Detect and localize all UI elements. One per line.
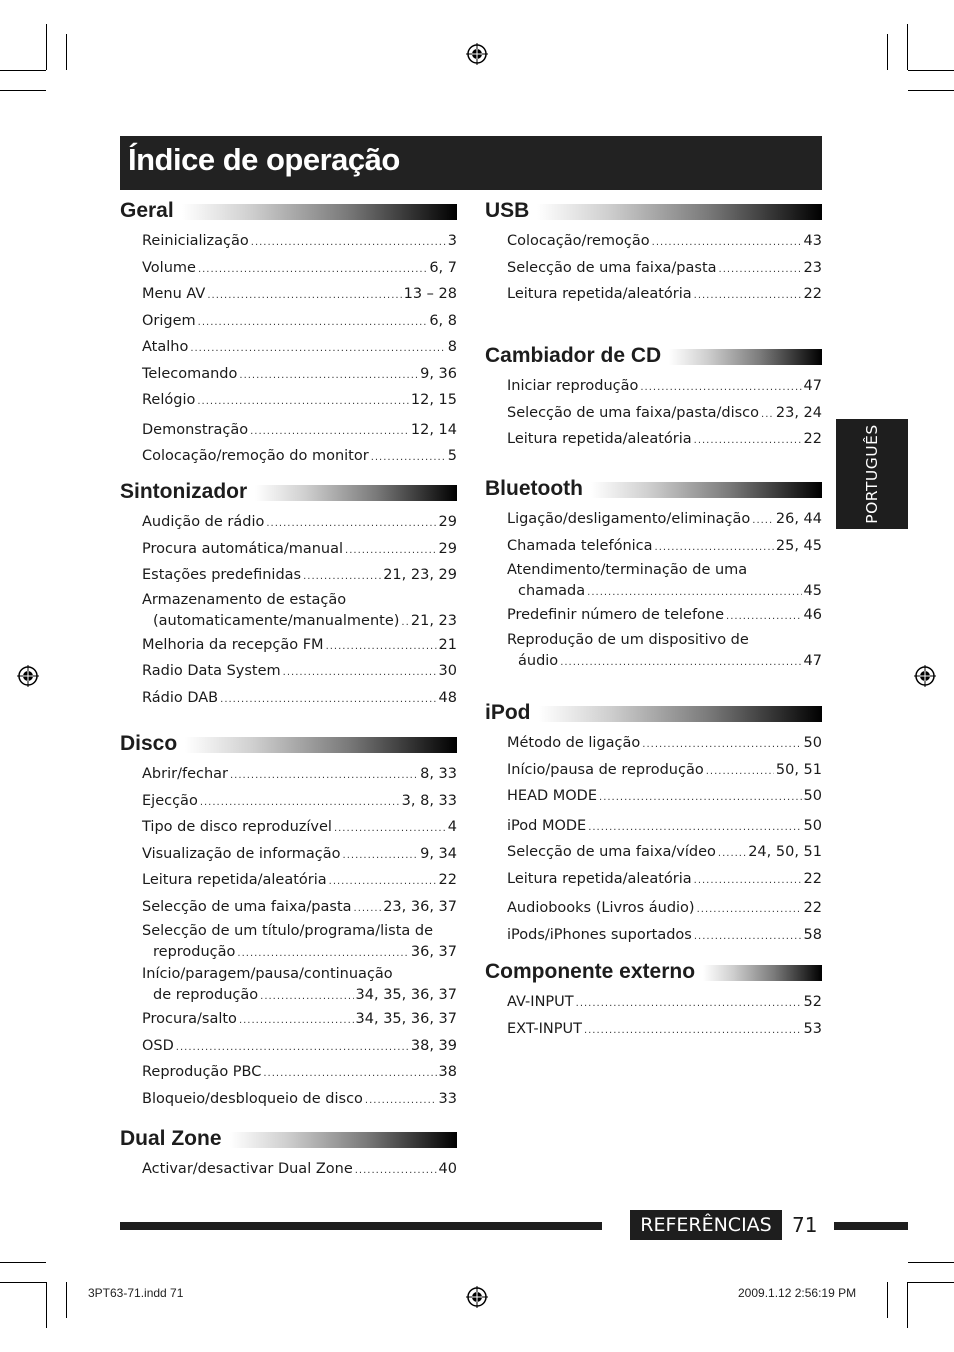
entry-page: 43 — [803, 233, 822, 249]
entry-name: Leitura repetida/aleatória — [507, 431, 692, 447]
dot-leader — [197, 390, 409, 415]
index-entry — [142, 964, 457, 1007]
section-header — [120, 1127, 457, 1153]
index-entry — [507, 990, 822, 1017]
entry-name: Estações predefinidas — [142, 567, 302, 583]
entry-name: Demonstração — [142, 421, 249, 438]
entry-page: 5 — [447, 448, 457, 464]
index-entry — [507, 374, 822, 401]
dot-leader — [198, 258, 427, 283]
entry-name: Armazenamento de estação — [142, 591, 347, 608]
index-entry — [507, 603, 822, 630]
entry-page: 46 — [803, 607, 822, 623]
entry-page: 24, 50, 51 — [748, 844, 822, 860]
page-title: Índice de operação — [128, 142, 400, 177]
section-dual-zone — [120, 1127, 457, 1184]
index-list — [507, 507, 822, 673]
dot-leader — [326, 635, 437, 660]
dot-leader — [250, 420, 409, 445]
section-header — [120, 732, 457, 758]
dot-leader — [719, 258, 802, 283]
entry-name: HEAD MODE — [507, 788, 598, 804]
dot-leader — [263, 1062, 436, 1087]
crop-mark — [907, 24, 908, 70]
entry-page: 22 — [803, 870, 822, 887]
entry-name: Tipo de disco reproduzível — [142, 819, 332, 835]
entry-name: Leitura repetida/aleatória — [507, 870, 692, 887]
entry-page: 34, 35, 36, 37 — [355, 987, 457, 1003]
dot-leader — [652, 231, 802, 256]
index-entry — [507, 507, 822, 534]
crop-mark — [66, 1282, 67, 1318]
entry-name: Procura/salto — [142, 1011, 237, 1027]
entry-page: 29 — [438, 514, 457, 530]
index-list — [142, 762, 457, 1113]
dot-leader — [401, 612, 408, 633]
dot-leader — [587, 582, 801, 603]
crop-mark — [0, 1262, 46, 1263]
entry-continuation — [142, 985, 457, 1007]
dot-leader — [694, 869, 802, 894]
entry-name: Selecção de uma faixa/vídeo — [507, 844, 716, 860]
crop-mark — [908, 90, 954, 91]
index-entry — [142, 1060, 457, 1087]
entry-page: 22 — [438, 872, 457, 888]
index-list — [142, 1157, 457, 1184]
entry-page: 25, 45 — [775, 537, 822, 554]
entry-name: Audição de rádio — [142, 514, 265, 530]
entry-page: 36, 37 — [410, 944, 457, 960]
entry-name: Ejecção — [142, 792, 198, 809]
entry-page: 4 — [447, 819, 457, 835]
section-title: Dual Zone — [120, 1127, 228, 1151]
section-disco — [120, 732, 457, 1113]
section-title: Disco — [120, 732, 183, 756]
entry-continuation — [142, 611, 457, 633]
dot-leader — [726, 605, 802, 630]
entry-page: 52 — [803, 994, 822, 1010]
index-entry — [507, 758, 822, 785]
index-entry — [507, 630, 822, 673]
entry-page: 38 — [438, 1064, 457, 1080]
entry-name: Activar/desactivar Dual Zone — [142, 1161, 353, 1177]
section-bluetooth — [485, 477, 822, 673]
entry-continuation — [507, 581, 822, 603]
crop-mark — [908, 1262, 954, 1263]
dot-leader — [251, 231, 446, 256]
crop-mark — [0, 90, 46, 91]
entry-name: iPods/iPhones suportados — [507, 926, 692, 943]
print-timestamp: 2009.1.12 2:56:19 PM — [738, 1286, 857, 1300]
dot-leader — [694, 925, 802, 950]
crop-mark — [887, 34, 888, 70]
index-entry — [142, 537, 457, 564]
section-sintonizador — [120, 480, 457, 712]
section-gradient-bar — [537, 204, 822, 220]
entry-name: iPod MODE — [507, 817, 587, 834]
crop-mark — [0, 70, 46, 71]
index-list — [142, 229, 457, 471]
index-entry — [142, 229, 457, 256]
index-entry — [142, 633, 457, 660]
dot-leader — [718, 842, 746, 867]
crop-mark — [908, 70, 954, 71]
dot-leader — [752, 509, 774, 534]
index-entry — [507, 282, 822, 309]
index-entry — [142, 444, 457, 471]
entry-page: 8 — [447, 339, 457, 355]
entry-page: 47 — [803, 652, 822, 669]
entry-name: Procura automática/manual — [142, 540, 344, 557]
dot-leader — [220, 688, 436, 713]
dot-leader — [694, 284, 802, 309]
footer-rule — [834, 1222, 908, 1230]
dot-leader — [599, 786, 802, 811]
entry-page: 34, 35, 36, 37 — [355, 1011, 457, 1027]
section-componente-externo — [485, 960, 822, 1043]
dot-leader — [371, 446, 446, 471]
registration-mark-icon — [914, 665, 936, 687]
section-usb — [485, 199, 822, 309]
section-geral — [120, 199, 457, 471]
index-entry — [507, 814, 822, 841]
entry-page: 47 — [803, 378, 822, 394]
section-header — [485, 477, 822, 503]
entry-name: AV-INPUT — [507, 994, 574, 1010]
entry-page: 53 — [803, 1020, 822, 1037]
index-entry — [507, 1017, 822, 1044]
index-entry — [507, 896, 822, 923]
entry-name: Reprodução de um dispositivo de — [507, 631, 749, 648]
section-gradient-bar — [182, 204, 457, 220]
crop-mark — [0, 1282, 46, 1283]
entry-name: Atalho — [142, 339, 189, 355]
entry-page: 38, 39 — [410, 1037, 457, 1054]
dot-leader — [355, 1159, 437, 1184]
dot-leader — [584, 1019, 802, 1044]
entry-page: 9, 36 — [420, 365, 457, 382]
entry-name: Bloqueio/desbloqueio de disco — [142, 1090, 363, 1107]
title-bar — [120, 136, 822, 190]
dot-leader — [343, 844, 419, 869]
entry-name: Selecção de uma faixa/pasta — [142, 898, 352, 915]
entry-name: Rádio DAB — [142, 689, 219, 706]
dot-leader — [283, 661, 437, 686]
section-header — [120, 480, 457, 506]
entry-page: 6, 7 — [429, 259, 457, 276]
index-entry — [142, 868, 457, 895]
section-ipod — [485, 701, 822, 949]
entry-name: Melhoria da recepção FM — [142, 636, 324, 653]
section-cambiador-cd — [485, 344, 822, 454]
index-entry — [507, 401, 822, 428]
section-title: iPod — [485, 701, 537, 725]
index-entry — [142, 563, 457, 590]
index-entry — [142, 789, 457, 816]
index-entry — [142, 1007, 457, 1034]
entry-continuation — [507, 651, 822, 673]
dot-leader — [706, 760, 774, 785]
entry-name: Abrir/fechar — [142, 766, 228, 782]
entry-page: 21 — [438, 636, 457, 653]
index-entry — [507, 229, 822, 256]
index-entry — [142, 388, 457, 415]
index-entry — [507, 923, 822, 950]
section-title: Componente externo — [485, 960, 701, 984]
dot-leader — [345, 539, 437, 564]
entry-page: 12, 15 — [410, 392, 457, 408]
entry-page: 6, 8 — [429, 312, 457, 329]
dot-leader — [303, 565, 381, 590]
index-entry — [142, 256, 457, 283]
entry-page: 26, 44 — [775, 511, 822, 527]
entry-page: 13 – 28 — [403, 286, 457, 302]
print-file-info: 3PT63-71.indd 71 — [88, 1286, 184, 1300]
dot-leader — [266, 512, 436, 537]
crop-mark — [46, 24, 47, 70]
entry-page: 50 — [803, 735, 822, 751]
section-title: Sintonizador — [120, 480, 253, 504]
dot-leader — [237, 943, 408, 964]
section-header — [485, 701, 822, 727]
index-list — [507, 374, 822, 454]
entry-name: Chamada telefónica — [507, 537, 653, 554]
section-header — [485, 199, 822, 225]
index-entry — [142, 895, 457, 922]
entry-name: Reprodução PBC — [142, 1064, 262, 1080]
section-gradient-bar — [230, 1132, 457, 1148]
section-header — [485, 344, 822, 370]
dot-leader — [642, 733, 801, 758]
dot-leader — [588, 816, 801, 841]
entry-name: Relógio — [142, 392, 196, 408]
index-entry — [142, 815, 457, 842]
section-gradient-bar — [669, 349, 822, 365]
dot-leader — [655, 536, 774, 561]
dot-leader — [334, 817, 446, 842]
dot-leader — [198, 311, 428, 336]
dot-leader — [365, 1089, 437, 1114]
index-entry — [142, 1087, 457, 1114]
index-entry — [142, 418, 457, 445]
entry-name: Predefinir número de telefone — [507, 607, 725, 623]
language-tab-label: PORTUGUÊS — [863, 424, 881, 524]
entry-name-continued: reprodução — [153, 944, 236, 960]
dot-leader — [697, 898, 802, 923]
index-entry — [142, 762, 457, 789]
index-entry — [142, 282, 457, 309]
entry-name: Volume — [142, 259, 196, 276]
entry-page: 3, 8, 33 — [401, 792, 457, 809]
entry-name: Selecção de uma faixa/pasta — [507, 259, 717, 276]
dot-leader — [354, 897, 382, 922]
footer-section-label: REFERÊNCIAS — [630, 1210, 782, 1240]
entry-name: Ligação/desligamento/eliminação — [507, 511, 751, 527]
crop-mark — [46, 1282, 47, 1328]
section-title: Geral — [120, 199, 180, 223]
entry-name: Radio Data System — [142, 663, 281, 679]
index-entry — [142, 686, 457, 713]
entry-name: Colocação/remoção do monitor — [142, 448, 369, 464]
entry-name: Menu AV — [142, 286, 206, 302]
entry-page: 40 — [438, 1161, 457, 1177]
index-list — [507, 990, 822, 1043]
section-header — [120, 199, 457, 225]
crop-mark — [908, 1282, 954, 1283]
entry-page: 23 — [803, 259, 822, 276]
index-entry — [142, 590, 457, 633]
section-gradient-bar — [185, 737, 457, 753]
index-list — [507, 229, 822, 309]
index-entry — [142, 309, 457, 336]
dot-leader — [190, 337, 445, 362]
entry-name-continued: áudio — [518, 652, 559, 669]
dot-leader — [239, 364, 418, 389]
entry-name: Método de ligação — [507, 735, 641, 751]
entry-page: 50 — [803, 788, 822, 804]
section-title: USB — [485, 199, 535, 223]
section-header — [485, 960, 822, 986]
index-entry — [507, 534, 822, 561]
entry-name: Selecção de uma faixa/pasta/disco — [507, 404, 760, 421]
section-title: Cambiador de CD — [485, 344, 667, 368]
index-entry — [142, 335, 457, 362]
entry-page: 50 — [803, 817, 822, 834]
entry-page: 3 — [447, 233, 457, 249]
entry-page: 23, 36, 37 — [383, 898, 457, 915]
entry-name-continued: (automaticamente/manualmente) — [153, 612, 400, 629]
page-number: 71 — [792, 1213, 818, 1237]
dot-leader — [239, 1009, 354, 1034]
entry-page: 50, 51 — [775, 761, 822, 778]
section-gradient-bar — [255, 485, 457, 501]
index-entry — [142, 362, 457, 389]
entry-name: Leitura repetida/aleatória — [142, 872, 327, 888]
index-entry — [142, 1157, 457, 1184]
dot-leader — [260, 986, 353, 1007]
section-gradient-bar — [591, 482, 822, 498]
registration-mark-icon — [466, 43, 488, 65]
dot-leader — [207, 284, 401, 309]
entry-page: 58 — [803, 926, 822, 943]
index-list — [507, 731, 822, 949]
section-gradient-bar — [539, 706, 823, 722]
entry-page: 12, 14 — [410, 421, 457, 438]
entry-page: 29 — [438, 540, 457, 557]
dot-leader — [560, 652, 801, 673]
entry-name: Leitura repetida/aleatória — [507, 286, 692, 302]
entry-name: Visualização de informação — [142, 845, 341, 862]
entry-page: 22 — [803, 286, 822, 302]
entry-name: Atendimento/terminação de uma — [507, 562, 748, 578]
entry-page: 21, 23 — [410, 612, 457, 629]
registration-mark-icon — [17, 665, 39, 687]
entry-page: 23, 24 — [775, 404, 822, 421]
entry-name: Iniciar reprodução — [507, 378, 639, 394]
index-entry — [142, 510, 457, 537]
entry-name: Reinicialização — [142, 233, 249, 249]
entry-name: Telecomando — [142, 365, 238, 382]
entry-page: 9, 34 — [420, 845, 457, 862]
dot-leader — [694, 429, 802, 454]
index-entry — [507, 731, 822, 758]
index-entry — [507, 560, 822, 603]
dot-leader — [176, 1036, 409, 1061]
dot-leader — [576, 992, 802, 1017]
entry-continuation — [142, 942, 457, 964]
entry-page: 21, 23, 29 — [383, 567, 457, 583]
index-entry — [142, 842, 457, 869]
dot-leader — [761, 403, 774, 428]
entry-name: Início/paragem/pausa/continuação — [142, 966, 393, 982]
dot-leader — [230, 764, 418, 789]
crop-mark — [907, 1282, 908, 1328]
index-entry — [142, 659, 457, 686]
entry-name: Audiobooks (Livros áudio) — [507, 900, 695, 916]
entry-page: 45 — [803, 583, 822, 599]
section-title: Bluetooth — [485, 477, 589, 501]
index-entry — [507, 427, 822, 454]
language-tab — [836, 419, 908, 529]
entry-name-continued: chamada — [518, 583, 586, 599]
index-entry — [507, 256, 822, 283]
index-entry — [507, 840, 822, 867]
index-entry — [507, 784, 822, 811]
index-list — [142, 510, 457, 712]
entry-page: 48 — [438, 689, 457, 706]
entry-name: Origem — [142, 312, 196, 329]
index-entry — [142, 921, 457, 964]
dot-leader — [200, 791, 400, 816]
crop-mark — [887, 1282, 888, 1318]
entry-name: EXT-INPUT — [507, 1020, 582, 1037]
entry-name: Início/pausa de reprodução — [507, 761, 704, 778]
entry-page: 22 — [803, 431, 822, 447]
index-entry — [507, 867, 822, 894]
index-entry — [142, 1034, 457, 1061]
entry-name: Selecção de um título/programa/lista de — [142, 923, 433, 939]
registration-mark-icon — [466, 1286, 488, 1308]
dot-leader — [329, 870, 437, 895]
entry-name-continued: de reprodução — [153, 987, 259, 1003]
entry-page: 30 — [438, 663, 457, 679]
entry-page: 33 — [438, 1090, 457, 1107]
crop-mark — [66, 34, 67, 70]
entry-name: OSD — [142, 1037, 174, 1054]
entry-page: 22 — [803, 900, 822, 916]
section-gradient-bar — [703, 965, 822, 981]
entry-page: 8, 33 — [420, 766, 457, 782]
dot-leader — [640, 376, 801, 401]
footer-rule — [120, 1222, 602, 1230]
entry-name: Colocação/remoção — [507, 233, 650, 249]
